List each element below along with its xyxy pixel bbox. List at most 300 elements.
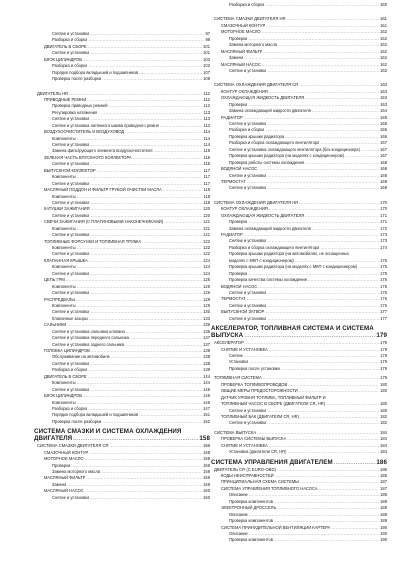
- toc-page-number: 133: [203, 315, 210, 321]
- toc-entry-title: Разборка и сборка: [52, 405, 88, 411]
- toc-page-number: 176: [380, 296, 387, 302]
- dot-leader: [334, 459, 376, 466]
- toc-entry-title: Проверка: [229, 101, 248, 107]
- toc-page-number: 190: [380, 524, 387, 530]
- toc-entry-title: БЛОК ЦИЛИНДРОВ: [44, 393, 82, 399]
- toc-entry-title: СИСТЕМА ОХЛАЖДЕНИЯ ДВИГАТЕЛЯ HR: [214, 199, 299, 205]
- toc-page-number: 170: [380, 199, 387, 205]
- toc-entry-title: Снятие и установка: [52, 142, 90, 147]
- spacer: [211, 8, 387, 13]
- toc-entry-title: Замена охлаждающей жидкости двигателя: [229, 108, 311, 114]
- section-title-line: АКСЕЛЕРАТОР, ТОПЛИВНАЯ СИСТЕМА И СИСТЕМА: [211, 325, 374, 333]
- dot-leader: [281, 366, 379, 372]
- toc-page-number: 101: [203, 43, 210, 49]
- toc-page-number: 158: [203, 449, 210, 455]
- section-page-number: 179: [376, 332, 387, 340]
- spacer: [211, 192, 387, 197]
- section-heading: [211, 325, 387, 339]
- toc-entry-title: Снятие и установка: [229, 172, 267, 178]
- toc-entry[interactable]: [34, 76, 210, 82]
- dot-leader: [267, 420, 379, 426]
- toc-entry-title: Описание: [229, 492, 248, 498]
- section-heading: [211, 459, 387, 466]
- toc-entry-title: ПРОВЕРКА СИСТЕМЫ ВЫПУСКА: [221, 436, 287, 442]
- toc-entry[interactable]: [211, 449, 387, 455]
- toc-entry-title: Компоненты: [52, 174, 76, 180]
- dot-leader: [102, 419, 202, 425]
- toc-page-number: 184: [380, 429, 387, 435]
- toc-page-number: 137: [203, 335, 210, 341]
- toc-page-number: 117: [203, 167, 210, 173]
- toc-page-number: 118: [203, 199, 210, 205]
- toc-entry-title: РАДИАТОР: [221, 232, 243, 237]
- toc-entry-title: Порядок подбора вкладышей и подшипников: [52, 412, 139, 418]
- toc-entry[interactable]: [211, 185, 387, 191]
- section-title-line: ВЫПУСКА: [211, 332, 244, 340]
- toc-entry-title: САЛЬНИКИ: [44, 322, 67, 328]
- toc-page-number: 162: [380, 67, 387, 73]
- toc-page-number: 162: [380, 35, 387, 41]
- toc-entry-title: Снятие и установка: [52, 199, 90, 205]
- toc-page-number: 180: [380, 388, 387, 394]
- toc-entry-title: ОХЛАЖДАЮЩАЯ ЖИДКОСТЬ ДВИГАТЕЛЯ: [221, 95, 305, 101]
- toc-page-number: 121: [203, 225, 210, 231]
- toc-entry-title: Разборка и сборка: [52, 367, 88, 373]
- toc-page-number: 129: [203, 302, 210, 308]
- toc-page-number: 162: [380, 48, 387, 54]
- toc-page-number: 189: [380, 511, 387, 517]
- toc-page-number: 182: [380, 420, 387, 426]
- toc-page-number: 187: [380, 479, 387, 485]
- toc-entry-title: Проверка приводных ремней: [52, 103, 108, 109]
- toc-page-number: 147: [203, 405, 210, 411]
- toc-page-number: 158: [203, 443, 210, 449]
- toc-page-number: 120: [203, 206, 210, 212]
- toc-entry-title: СИСТЕМА СМАЗКИ ДВИГАТЕЛЯ CR: [37, 443, 109, 449]
- toc-entry-title: Снятие и установка: [52, 161, 90, 167]
- toc-page-number: 122: [203, 238, 210, 244]
- toc-page-number: 144: [203, 380, 210, 386]
- toc-page-number: 117: [203, 174, 210, 180]
- toc-entry-title: Компоненты: [52, 225, 76, 231]
- toc-page-number: 121: [203, 219, 210, 225]
- toc-entry-title: СМАЗОЧНЫЙ КОНТУР: [44, 449, 89, 455]
- toc-page-number: 167: [380, 140, 387, 146]
- toc-entry-title: Снятие и установка: [229, 238, 267, 244]
- toc-page-number: 163: [380, 82, 387, 88]
- toc-column-left: [34, 0, 210, 501]
- toc-entry[interactable]: [34, 495, 210, 501]
- toc-entry-title: Проверка компонентов: [229, 498, 273, 504]
- toc-entry-title: Снятие и установка: [52, 270, 90, 276]
- toc-entry-title: Снятие и установка: [229, 407, 267, 413]
- toc-page-number: 180: [380, 407, 387, 413]
- toc-page-number: 112: [203, 96, 210, 102]
- toc-entry-title: ПРОВЕРКА ТОПЛИВОПРОВОДОВ: [221, 381, 288, 387]
- toc-page-number: 118: [203, 187, 210, 193]
- toc-page-number: 179: [380, 340, 387, 346]
- toc-page-number: 136: [203, 328, 210, 334]
- spacer: [211, 74, 387, 79]
- toc-entry-title: Компоненты: [52, 135, 76, 141]
- toc-entry-title: ДАТЧИК УРОВНЯ ТОПЛИВА, ТОПЛИВНЫЙ ФИЛЬТР И: [221, 394, 326, 400]
- toc-entry-title: СНЯТИЕ И УСТАНОВКА: [221, 442, 268, 448]
- toc-page-number: 163: [380, 95, 387, 101]
- toc-page-number: 163: [380, 101, 387, 107]
- toc-page-number: 170: [380, 206, 387, 212]
- toc-entry-title: ВОЗДУХООЧИСТИТЕЛЬ И ВОЗДУХОВОД: [44, 129, 125, 135]
- toc-page-number: 113: [203, 116, 210, 122]
- toc-entry-title: СИСТЕМА ВЫПУСКА: [214, 429, 257, 435]
- toc-entry-title: Компоненты: [52, 380, 76, 386]
- toc-entry-title: ЗЕЛЕНАЯ ЧАСТЬ ВПУСКНОГО КОЛЛЕКТОРА: [44, 154, 132, 160]
- toc-entry[interactable]: [211, 420, 387, 426]
- toc-entry-title: Снятие и установка: [229, 315, 267, 321]
- toc-page-number: 163: [380, 88, 387, 94]
- toc-entry-title: Снятие и установка заднего сальника: [52, 341, 125, 347]
- toc-entry-title: МАСЛЯНЫЙ ФИЛЬТР: [44, 475, 86, 481]
- toc-entry-title: Замена: [52, 481, 67, 487]
- toc-entry-title: Замена фильтрующего элемента воздухоочистителя: [52, 148, 153, 154]
- toc-page-number: 186: [380, 466, 387, 472]
- toc-entry-title: КОНТУР ОХЛАЖДЕНИЯ: [221, 206, 268, 212]
- toc-entry-title: РАСПРЕДВАЛЫ: [44, 296, 75, 302]
- toc-entry-title: ГОЛОВКА ЦИЛИНДРОВ: [44, 348, 90, 353]
- toc-entry-title: Проверка компонентов: [229, 518, 273, 524]
- toc-page-number: 139: [203, 367, 210, 373]
- toc-entry-title: Проверка крышки радиатора (на автомобилях, не оснащенных: [229, 251, 349, 257]
- toc-page-number: 162: [380, 61, 387, 67]
- toc-page-number: 173: [380, 232, 387, 237]
- toc-entry-title: СМАЗОЧНЫЙ КОНТУР: [221, 22, 266, 28]
- toc-entry-title: Проверка после установки: [229, 365, 280, 371]
- toc-page-number: 115: [203, 154, 210, 160]
- toc-page-number: 173: [380, 238, 387, 244]
- toc-entry-title: ПРИВОДНЫЕ РЕМНИ: [44, 96, 87, 102]
- toc-page-number: 179: [380, 359, 387, 365]
- toc-page-number: 168: [380, 159, 387, 165]
- toc-entry-title: Проверка работы системы охлаждения: [229, 159, 305, 165]
- toc-page-number: 184: [380, 436, 387, 442]
- toc-page-number: 130: [203, 309, 210, 315]
- toc-entry-title: МОТОРНОЕ МАСЛО: [44, 456, 84, 462]
- toc-entry-title: Порядок подбора вкладышей и подшипников: [52, 69, 139, 75]
- toc-entry-title: ТЕРМОСТАТ: [221, 296, 246, 302]
- toc-entry-title: Проверка крышки радиатора (на моделях с МКП с кондиционером): [229, 264, 358, 270]
- toc-entry-title: ВЫПУСКНОЙ КОЛЛЕКТОР: [44, 167, 96, 173]
- toc-page-number: 179: [380, 353, 387, 358]
- toc-page-number: 146: [203, 399, 210, 405]
- toc-page-number: 112: [203, 90, 210, 96]
- toc-page-number: 172: [380, 225, 387, 231]
- toc-page-number: 138: [203, 360, 210, 366]
- toc-page-number: 124: [203, 264, 210, 270]
- toc-page-number: 160: [203, 494, 210, 500]
- toc-page-number: 103: [203, 63, 210, 69]
- toc-page-number: 175: [380, 270, 387, 276]
- toc-entry-title: Разборка и сборка: [52, 37, 88, 43]
- toc-entry-title: Снятие и установка: [229, 121, 267, 126]
- toc-page-number: 166: [380, 127, 387, 133]
- toc-entry-title: МАСЛЯНЫЙ НАСОС: [221, 61, 261, 67]
- toc-page-number: 180: [380, 401, 387, 407]
- toc-page-number: 124: [203, 257, 210, 263]
- toc-entry-title: Клапанные зазоры: [52, 315, 88, 321]
- toc-entry-title: Компоненты: [52, 193, 76, 199]
- toc-page-number: 169: [380, 178, 387, 184]
- toc-page-number: 117: [203, 180, 210, 186]
- toc-entry-title: Описание: [229, 511, 248, 517]
- toc-page-number: 118: [203, 193, 210, 199]
- toc-entry-title: Проверка качества системы охлаждения: [229, 277, 307, 283]
- dot-leader: [267, 68, 379, 74]
- toc-page-number: 107: [203, 69, 210, 75]
- toc-page-number: 112: [203, 103, 210, 109]
- toc-entry[interactable]: [34, 419, 210, 425]
- toc-entry-title: Снятие и установка: [52, 290, 90, 296]
- dot-leader: [265, 2, 379, 8]
- toc-entry-title: Снятие и установка: [52, 50, 90, 56]
- toc-page-number: 168: [380, 172, 387, 178]
- toc-page-number: 189: [380, 498, 387, 504]
- toc-entry-title: Снятие и установка: [52, 360, 90, 366]
- toc-entry-title: Снятие и установка охлаждающего вентилятора (без кондиционера): [229, 146, 360, 152]
- toc-entry-title: Снятие и установка: [229, 185, 267, 191]
- toc-page-number: 138: [203, 348, 210, 353]
- toc-entry-title: Проверка: [52, 462, 71, 468]
- toc-entry-title: Компоненты: [52, 264, 76, 270]
- toc-page-number: 121: [203, 232, 210, 238]
- toc-entry[interactable]: [211, 316, 387, 322]
- toc-entry-title: Снятие и установка: [52, 309, 90, 315]
- dot-leader: [73, 435, 198, 442]
- toc-page-number: 184: [380, 442, 387, 448]
- toc-entry-title: Замена: [229, 55, 244, 61]
- toc-page-number: 189: [380, 518, 387, 524]
- toc-page-number: 187: [380, 485, 387, 491]
- toc-page-number: 145: [203, 386, 210, 392]
- toc-entry-title: ДВИГАТЕЛЬ В СБОРЕ: [44, 43, 87, 49]
- section-title-line: СИСТЕМА УПРАВЛЕНИЯ ДВИГАТЕЛЕМ: [211, 458, 333, 466]
- toc-entry-title: СИСТЕМА ПРИНУДИТЕЛЬНОЙ ВЕНТИЛЯЦИИ КАРТЕРА: [221, 524, 331, 530]
- toc-entry-title: ДВИГАТЕЛЬ CR (С EURO-OBD): [214, 466, 276, 472]
- toc-page-number: 186: [380, 473, 387, 478]
- toc-entry-title: МАСЛЯНЫЙ ПОДДОН И ФИЛЬТР ГРУБОЙ ОЧИСТКИ МАСЛА: [44, 187, 162, 193]
- toc-page-number: 158: [203, 462, 210, 468]
- toc-page-number: 125: [203, 277, 210, 283]
- toc-entry-title: КЛАПАННАЯ КРЫШКА: [44, 257, 88, 263]
- toc-page-number: 158: [203, 469, 210, 474]
- toc-entry-title: ДВИГАТЕЛЬ В СБОРЕ: [44, 373, 87, 379]
- toc-entry-title: Проверка: [229, 270, 248, 276]
- toc-page-number: 114: [203, 142, 210, 147]
- toc-entry-title: Компоненты: [52, 399, 76, 405]
- toc-entry-title: Компоненты: [52, 283, 76, 289]
- toc-page-number: 174: [380, 244, 387, 250]
- toc-entry-title: Снятие и установка: [229, 302, 267, 308]
- toc-entry-title: Описание: [229, 530, 248, 536]
- toc-page-number: 175: [380, 257, 387, 263]
- toc-page-number: 176: [380, 302, 387, 308]
- toc-page-number: 122: [203, 251, 210, 257]
- dot-leader: [244, 332, 375, 339]
- toc-entry-title: Проверка компонентов: [229, 537, 273, 543]
- toc-entry-title: БЛОК ЦИЛИНДРОВ: [44, 56, 82, 62]
- toc-page-number: 165: [380, 114, 387, 120]
- toc-entry-title: ТЕРМОСТАТ: [221, 178, 246, 184]
- toc-entry-title: Снятие и установка: [52, 180, 90, 186]
- toc-page-number: 151: [203, 412, 210, 418]
- toc-entry-title: Проверка после разборки: [52, 418, 102, 424]
- toc-page-number: 138: [203, 354, 210, 360]
- toc-entry-title: ТОПЛИВНАЯ СИСТЕМА: [214, 375, 262, 381]
- toc-page-number: 190: [380, 530, 387, 536]
- toc-entry-title: ВОДЯНОЙ НАСОС: [221, 283, 258, 289]
- toc-entry[interactable]: [211, 68, 387, 74]
- toc-page-number: 108: [203, 76, 210, 82]
- toc-entry-title: Установка (двигатели CR, HR): [229, 449, 287, 455]
- toc-page-number: 175: [380, 264, 387, 270]
- toc-entry-title: Регулировка натяжения: [52, 109, 98, 115]
- toc-entry-title: ОХЛАЖДАЮЩАЯ ЖИДКОСТЬ ДВИГАТЕЛЯ: [221, 212, 305, 218]
- toc-entry[interactable]: [211, 366, 387, 372]
- toc-page-number: 180: [380, 381, 387, 387]
- toc-entry-title: АКСЕЛЕРАТОР: [214, 340, 244, 346]
- toc-page-number: 182: [380, 413, 387, 419]
- toc-page-number: 190: [380, 537, 387, 543]
- toc-entry-title: Компоненты: [52, 245, 76, 250]
- toc-entry-title: СИСТЕМА СМАЗКИ ДВИГАТЕЛЯ HR: [214, 16, 286, 22]
- toc-page-number: 136: [203, 322, 210, 328]
- toc-page-number: 144: [203, 373, 210, 379]
- toc-page-number: 175: [380, 289, 387, 295]
- toc-entry-title: Разборка и сборка: [229, 127, 265, 133]
- toc-entry-title: Снятие и установка сальника клапана: [52, 328, 125, 334]
- toc-page-number: 162: [380, 55, 387, 61]
- toc-page-number: 152: [203, 418, 210, 424]
- toc-page-number: 122: [203, 245, 210, 250]
- toc-entry-title: Снятие и установка переднего сальника: [52, 335, 129, 341]
- toc-page-number: 101: [203, 50, 210, 56]
- toc-page-number: 167: [380, 146, 387, 152]
- dot-leader: [267, 185, 379, 191]
- section-title-line: СИСТЕМА СМАЗКИ И СИСТЕМА ОХЛАЖДЕНИЯ: [34, 428, 182, 436]
- toc-entry-title: РАДИАТОР: [221, 114, 243, 120]
- section-heading: [34, 428, 210, 442]
- toc-entry[interactable]: [211, 2, 387, 8]
- toc-entry-title: КОНТУР ОХЛАЖДЕНИЯ: [221, 88, 268, 94]
- toc-entry-title: Разборка и сборка: [229, 2, 265, 7]
- toc-entry-title: ОБЩИЕ МЕРЫ ПРЕДОСТОРОЖНОСТИ: [221, 388, 298, 394]
- toc-entry-title: МОТОРНОЕ МАСЛО: [221, 29, 261, 35]
- toc-page-number: 165: [380, 121, 387, 126]
- toc-page-number: 98: [205, 37, 210, 43]
- dot-leader: [267, 316, 379, 322]
- toc-entry-title: СВЕЧИ ЗАЖИГАНИЯ (С ПЛАТИНОВЫМИ НАКОНЕЧНИКАМИ): [44, 219, 164, 225]
- toc-page-number: 188: [380, 492, 387, 498]
- toc-entry-title: Разборка и сборка: [52, 63, 88, 69]
- toc-entry-title: Снятие и установка натяжного шкива приводного ремня: [52, 122, 159, 128]
- toc-page-number: 115: [203, 148, 210, 154]
- toc-entry-title: Компоненты: [52, 302, 76, 308]
- toc-page-number: 115: [203, 161, 210, 167]
- toc-entry-title: МАСЛЯНЫЙ ФИЛЬТР: [221, 48, 263, 54]
- toc-page-number: 159: [203, 475, 210, 481]
- toc-entry-title: КОДЫ НЕИСПРАВНОСТЕЙ: [221, 473, 274, 478]
- toc-page-number: 164: [380, 108, 387, 114]
- toc-entry[interactable]: [211, 537, 387, 543]
- toc-entry-title: Снятие и установка: [52, 116, 90, 122]
- section-page-number: 186: [376, 458, 387, 466]
- toc-page-number: 146: [203, 393, 210, 399]
- toc-page-number: 113: [203, 122, 210, 128]
- toc-entry-title: Снятие и установка: [52, 31, 90, 36]
- toc-entry-title: Снятие: [229, 353, 243, 358]
- toc-entry-title: СИСТЕМА ОХЛАЖДЕНИЯ ДВИГАТЕЛЯ CR: [214, 82, 299, 88]
- toc-page-number: 161: [380, 22, 387, 28]
- toc-page-number: 177: [380, 315, 387, 321]
- toc-page-number: 179: [380, 375, 387, 381]
- toc-page-number: 175: [380, 283, 387, 289]
- toc-page-number: 169: [380, 185, 387, 191]
- toc-page-number: 171: [380, 219, 387, 225]
- toc-page-number: 175: [380, 277, 387, 283]
- toc-page-number: 168: [380, 166, 387, 172]
- toc-entry-title: Разборка и сборка охлаждающего вентилятора: [229, 140, 320, 146]
- toc-page-number: 125: [203, 283, 210, 289]
- toc-entry-title: ЭЛЕКТРОННЫЙ ДРОССЕЛЬ: [221, 505, 277, 511]
- toc-entry-title: Проверка: [229, 35, 248, 41]
- section-title-line: ДВИГАТЕЛЯ: [34, 435, 73, 443]
- toc-entry-title: Снятие и установка: [52, 232, 90, 238]
- toc-page-number: 129: [203, 296, 210, 302]
- dot-leader: [274, 537, 379, 543]
- toc-entry-title: КАТУШКИ ЗАЖИГАНИЯ: [44, 206, 90, 212]
- dot-leader: [288, 449, 380, 455]
- toc-entry-title: СНЯТИЕ И УСТАНОВКА: [221, 346, 268, 352]
- toc-column-right: [211, 0, 387, 544]
- toc-page-number: 97: [205, 31, 210, 36]
- toc-page-number: 120: [203, 212, 210, 218]
- toc-entry-title: Снятие и установка: [52, 494, 90, 500]
- toc-entry-title: Проверка крышки радиатора: [229, 133, 285, 139]
- toc-entry-title: моделях с МКП с кондиционером): [229, 257, 294, 263]
- toc-entry-title: Снятие и установка: [52, 386, 90, 392]
- toc-page-number: 166: [380, 133, 387, 139]
- toc-page-number: 167: [380, 153, 387, 159]
- toc-page-number: 161: [380, 16, 387, 22]
- toc-page-number: 124: [203, 270, 210, 276]
- toc-page-number: 162: [380, 42, 387, 48]
- toc-entry-title: СИСТЕМА УПРАВЛЕНИЯ ТОПЛИВНОГО НАСОСА: [221, 485, 318, 491]
- toc-page-number: 189: [380, 505, 387, 511]
- dot-leader: [102, 76, 202, 82]
- toc-entry-title: Замена охлаждающей жидкости двигателя: [229, 225, 311, 231]
- toc-page-number: 158: [203, 456, 210, 462]
- toc-page-number: 113: [203, 109, 210, 115]
- section-page-number: 158: [199, 435, 210, 443]
- toc-entry-title: Установка: [229, 359, 249, 365]
- toc-page-number: 137: [203, 341, 210, 347]
- toc-entry-title: Снятие и установка: [52, 251, 90, 257]
- toc-entry-title: Снятие и установка: [229, 289, 267, 295]
- toc-page-number: 171: [380, 212, 387, 218]
- toc-page-number: 114: [203, 135, 210, 141]
- toc-entry-title: Снятие и установка: [229, 420, 267, 426]
- toc-page-number: 184: [380, 449, 387, 455]
- spacer: [34, 83, 210, 88]
- toc-page-number: 162: [380, 29, 387, 35]
